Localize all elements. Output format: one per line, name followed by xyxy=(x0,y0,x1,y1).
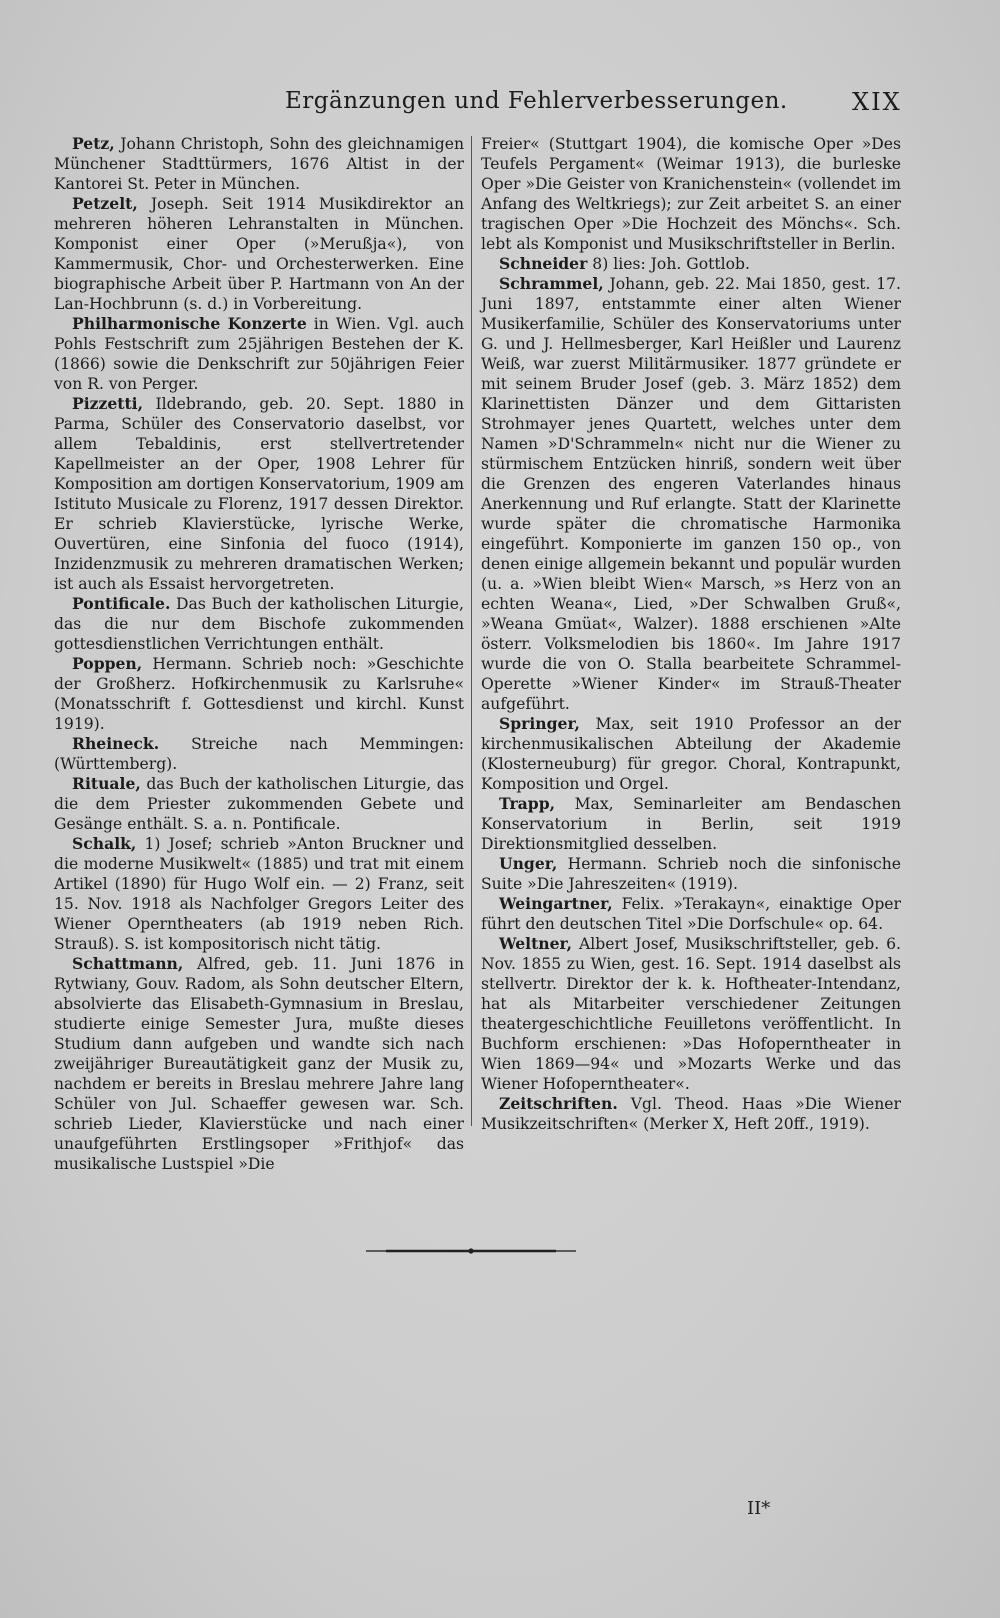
entry-text: 8) lies: Joh. Gottlob. xyxy=(592,255,750,273)
entry-headword: Schrammel, xyxy=(499,274,604,293)
dictionary-entry xyxy=(481,254,901,274)
entry-text: Felix. »Terakayn«, einaktige Oper führt den deutschen Titel »Die Dorfschule« op. 64. xyxy=(481,895,901,933)
dictionary-entry xyxy=(481,854,901,894)
entry-headword: Petz, xyxy=(72,134,115,153)
dictionary-entry xyxy=(54,134,464,194)
dictionary-entry xyxy=(54,594,464,654)
entry-text: Freier« (Stuttgart 1904), die komische Oper »Des Teufels Pergament« (Weimar 1913), die burleske Oper »Die Geister von Kranichenstein« (vollendet im Anfang des Weltkriegs); zur Zeit arbeitet S. an einer tragischen Oper »Die Hochzeit des Mönchs«. Sch. lebt als Komponist und Musikschriftsteller in Berlin. xyxy=(481,135,901,253)
dictionary-entry xyxy=(54,314,464,394)
dictionary-entry xyxy=(481,1094,901,1134)
entry-text: Max, Seminarleiter am Bendaschen Konservatorium in Berlin, seit 1919 Direktionsmitglied desselben. xyxy=(481,795,901,853)
entry-text: in Wien. Vgl. auch Pohls Festschrift zum 25jährigen Bestehen der K. (1866) sowie die Denkschrift zur 50jährigen Feier von R. von Perger. xyxy=(54,315,464,393)
entry-text: Ildebrando, geb. 20. Sept. 1880 in Parma, Schüler des Conservatorio daselbst, vor allem Tebaldinis, erst stellvertretender Kapellmeister an der Oper, 1908 Lehrer für Komposition am dortigen Konservatorium, 1909 am Istituto Musicale zu Florenz, 1917 dessen Direktor. Er schrieb Klavierstücke, lyrische Werke, Ouvertüren, eine Sinfonia del fuoco (1914), Inzidenzmusik zu mehreren dramatischen Werken; ist auch als Essaist hervorgetreten. xyxy=(54,395,464,593)
entry-text: Johann, geb. 22. Mai 1850, gest. 17. Juni 1897, entstammte einer alten Wiener Musikerfamilie, Schüler des Konservatoriums unter G. und J. Hellmesberger, Karl Heißler und Laurenz Weiß, war zuerst Militärmusiker. 1877 gründete er mit seinem Bruder Josef (geb. 3. März 1852) dem Klarinettisten Dänzer und dem Gittaristen Strohmayer jenes Quartett, welches unter dem Namen »D'Schrammeln« nicht nur die Wiener zu stürmischem Entzücken hinriß, sondern weit über die Grenzen des engeren Vaterlandes hinaus Anerkennung und Ruf erlangte. Statt der Klarinette wurde später die chromatische Harmonika eingeführt. Komponierte im ganzen 150 op., von denen einige allgemein bekannt und populär wurden (u. a. »Wien bleibt Wien« Marsch, »s Herz von an echten Weana«, Lied, »Der Schwalben Gruß«, »Weana Gmüat«, Walzer). 1888 erschienen »Alte österr. Volksmelodien bis 1860«. Im Jahre 1917 wurde die von O. Stalla bearbeitete Schrammel-Operette »Wiener Kinder« im Strauß-Theater aufgeführt. xyxy=(481,275,901,713)
entry-text: Max, seit 1910 Professor an der kirchenmusikalischen Abteilung der Akademie (Klosterneuburg) für gregor. Choral, Kontrapunkt, Komposition und Orgel. xyxy=(481,715,902,793)
dictionary-entry xyxy=(54,194,464,314)
dictionary-entry xyxy=(481,794,901,854)
entry-text: Vgl. Theod. Haas »Die Wiener Musikzeitschriften« (Merker X, Heft 20ff., 1919). xyxy=(481,1095,901,1133)
dictionary-entry xyxy=(481,274,901,714)
dictionary-entry xyxy=(481,134,901,254)
page-number: XIX xyxy=(852,88,902,116)
entry-headword: Pontificale. xyxy=(72,594,171,613)
entry-text: Alfred, geb. 11. Juni 1876 in Rytwiany, Gouv. Radom, als Sohn deutscher Eltern, absolvierte das Elisabeth-Gymnasium in Breslau, studierte einige Semester Jura, mußte dieses Studium dann aufgeben und wandte sich nach zweijähriger Bureautätigkeit ganz der Musik zu, nachdem er bereits in Breslau mehrere Jahre lang Schüler von Jul. Schaeffer gewesen war. Sch. schrieb Lieder, Klavierstücke und nach einer unaufgeführten Erstlingsoper »Frithjof« das musikalische Lustspiel »Die xyxy=(54,955,464,1173)
entry-headword: Springer, xyxy=(499,714,580,733)
column-divider xyxy=(471,136,472,1126)
dictionary-entry xyxy=(481,714,901,794)
signature-mark: II* xyxy=(747,1498,771,1519)
entry-text: Albert Josef, Musikschriftsteller, geb. 6. Nov. 1855 zu Wien, gest. 16. Sept. 1914 daselbst als stellvertr. Direktor der k. k. Hoftheater-Intendanz, hat als Mitarbeiter verschiedener Zeitungen theatergeschichtliche Feuilletons veröffentlicht. In Buchform erschienen: »Das Hofoperntheater in Wien 1869—94« und »Mozarts Werke und das Wiener Hofoperntheater«. xyxy=(481,935,901,1093)
right-column xyxy=(481,134,901,1134)
entry-headword: Trapp, xyxy=(499,794,556,813)
entry-headword: Schattmann, xyxy=(72,954,184,973)
entry-headword: Rheineck. xyxy=(72,734,160,753)
entry-text: Hermann. Schrieb noch die sinfonische Suite »Die Jahreszeiten« (1919). xyxy=(481,855,901,893)
entry-headword: Unger, xyxy=(499,854,558,873)
entry-text: Streiche nach Memmingen: (Württemberg). xyxy=(54,735,464,773)
end-ornament xyxy=(366,1246,576,1256)
dictionary-entry xyxy=(54,774,464,834)
dictionary-entry xyxy=(481,934,901,1094)
entry-text: Das Buch der katholischen Liturgie, das die nur dem Bischofe zukommenden gottesdienstlichen Verrichtungen enthält. xyxy=(54,595,464,653)
entry-headword: Poppen, xyxy=(72,654,143,673)
left-column xyxy=(54,134,464,1174)
entry-text: Johann Christoph, Sohn des gleichnamigen Münchener Stadttürmers, 1676 Altist in der Kantorei St. Peter in München. xyxy=(54,135,464,193)
dictionary-entry xyxy=(54,834,464,954)
dictionary-entry xyxy=(54,734,464,774)
entry-headword: Schneider xyxy=(499,254,588,273)
entry-headword: Zeitschriften. xyxy=(499,1094,618,1113)
dictionary-entry xyxy=(54,394,464,594)
entry-headword: Philharmonische Konzerte xyxy=(72,314,307,333)
running-header xyxy=(0,88,1000,128)
entry-text: das Buch der katholischen Liturgie, das die dem Priester zukommenden Gebete und Gesänge enthält. S. a. n. Pontificale. xyxy=(54,775,464,833)
entry-headword: Weltner, xyxy=(499,934,573,953)
entry-text: 1) Josef; schrieb »Anton Bruckner und die moderne Musikwelt« (1885) und trat mit einem Artikel (1890) für Hugo Wolf ein. — 2) Franz, seit 15. Nov. 1918 als Nachfolger Gregors Leiter des Wiener Operntheaters (ab 1919 neben Rich. Strauß). S. ist kompositorisch nicht tätig. xyxy=(54,835,464,953)
entry-text: Joseph. Seit 1914 Musikdirektor an mehreren höheren Lehranstalten in München. Komponist einer Oper (»Merußja«), von Kammermusik, Chor- und Orchesterwerken. Eine biographische Arbeit über P. Hartmann von An der Lan-Hochbrunn (s. d.) in Vorbereitung. xyxy=(54,195,464,313)
entry-headword: Rituale, xyxy=(72,774,141,793)
dictionary-entry xyxy=(481,894,901,934)
entry-headword: Petzelt, xyxy=(72,194,138,213)
entry-headword: Weingartner, xyxy=(499,894,613,913)
entry-headword: Pizzetti, xyxy=(72,394,144,413)
entry-text: Hermann. Schrieb noch: »Geschichte der Großherz. Hofkirchenmusik zu Karlsruhe« (Monatsschrift f. Gottesdienst und kirchl. Kunst 1919). xyxy=(54,655,464,733)
entry-headword: Schalk, xyxy=(72,834,137,853)
dictionary-entry xyxy=(54,654,464,734)
header-title: Ergänzungen und Fehlerverbesserungen. xyxy=(285,88,788,114)
dictionary-entry xyxy=(54,954,464,1174)
